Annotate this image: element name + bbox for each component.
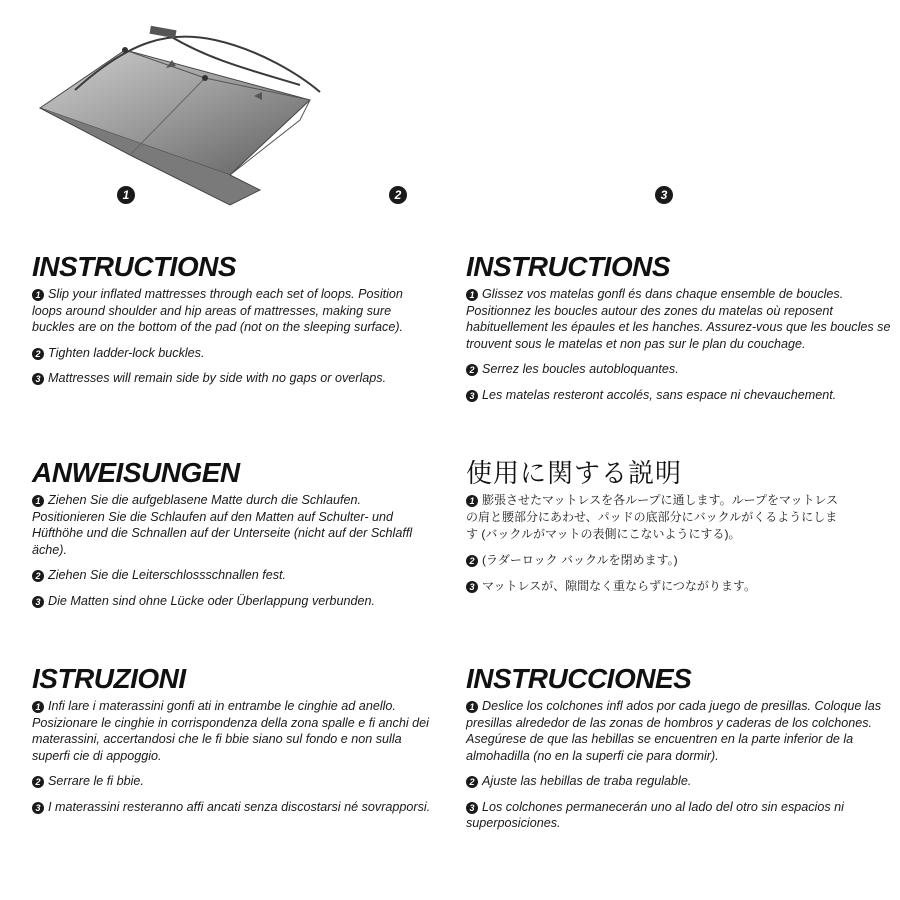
step-text: Serrez les boucles autobloquantes. — [482, 362, 679, 376]
section-title-english: INSTRUCTIONS — [32, 251, 236, 282]
step-number-badge: 3 — [32, 373, 44, 385]
section-title-japanese: 使用に関する説明 — [466, 458, 683, 488]
step-number-badge: 2 — [32, 348, 44, 360]
step-list-spanish — [466, 698, 894, 832]
step-item — [466, 361, 894, 378]
step-number-badge: 3 — [466, 802, 478, 814]
step-number-badge: 1 — [466, 289, 478, 301]
section-italian — [32, 664, 432, 824]
step-list-japanese — [466, 492, 846, 595]
step-item — [32, 773, 432, 790]
step-number-badge: 2 — [466, 555, 478, 567]
step-text: Ziehen Sie die aufgeblasene Matte durch die Schlaufen. Positionieren Sie die Schlaufen auf den Matten auf Schulter- und Hüfthöhe und die Schnallen auf der Unterseite (nicht auf der Schlaffl äche). — [32, 493, 413, 557]
step-list-english — [32, 286, 432, 387]
step-item — [466, 286, 894, 352]
step-item — [32, 492, 432, 558]
section-title-french: INSTRUCTIONS — [466, 251, 670, 282]
step-text: Mattresses will remain side by side with no gaps or overlaps. — [48, 371, 387, 385]
section-german — [32, 458, 432, 618]
step-item — [466, 578, 846, 595]
section-title-german: ANWEISUNGEN — [32, 457, 240, 488]
step-number-badge: 1 — [466, 495, 478, 507]
step-item — [466, 387, 894, 404]
step-item — [466, 799, 894, 832]
step-text: I materassini resteranno affi ancati senza discostarsi né sovrapporsi. — [48, 799, 431, 814]
step-text: Glissez vos matelas gonfl és dans chaque ensemble de boucles. Positionnez les boucles autour des zones du matelas où reposent habituellement les épaules et les hanches. Assurez-vous que les boucles se trouvent sous le matelas et non pas sur le plan du couchage. — [466, 287, 891, 351]
step-list-french — [466, 286, 894, 403]
step-text: 膨張させたマットレスを各ループに通します。ループをマットレスの肩と腰部分にあわせ、パッドの底部分にバックルがくるようにします (バックルがマットの表側にこないようにする)。 — [466, 493, 839, 541]
step-text: Les matelas resteront accolés, sans espace ni chevauchement. — [482, 387, 837, 402]
step-number-badge: 1 — [466, 701, 478, 713]
figure-1-mattresses-with-loops — [40, 26, 320, 205]
section-english — [32, 252, 432, 396]
step-text: Los colchones permanecerán uno al lado del otro sin espacios ni superposiciones. — [466, 799, 844, 830]
section-french — [466, 252, 894, 412]
step-number-badge: 2 — [466, 776, 478, 788]
step-text: Ziehen Sie die Leiterschlossschnallen fest. — [48, 568, 287, 582]
section-title-italian: ISTRUZIONI — [32, 663, 186, 694]
step-text: マットレスが、隙間なく重ならずにつながります。 — [482, 579, 756, 593]
step-text: Infi lare i materassini gonfi ati in entrambe le cinghie ad anello. Posizionare le cinghie in corrispondenza della zona spalle e fi anchi dei materassini, accertandosi che le fi bbie siano sul fondo e non sulla superfi cie di appoggio. — [32, 699, 429, 763]
step-item — [32, 370, 432, 387]
step-number-badge: 1 — [32, 289, 44, 301]
step-text: Ajuste las hebillas de traba regulable. — [482, 774, 692, 788]
step-number-badge: 3 — [32, 802, 44, 814]
step-item — [32, 345, 432, 362]
step-item — [466, 698, 894, 764]
step-number-badge: 1 — [32, 495, 44, 507]
step-item — [466, 552, 846, 569]
step-item — [32, 286, 432, 336]
step-item — [466, 492, 846, 543]
step-list-italian — [32, 698, 432, 815]
step-item — [32, 593, 432, 610]
step-number-badge: 3 — [466, 581, 478, 593]
step-number-badge: 3 — [32, 596, 44, 608]
step-item — [466, 773, 894, 790]
section-title-spanish: INSTRUCCIONES — [466, 663, 692, 694]
step-number-badge: 2 — [32, 776, 44, 788]
step-list-german — [32, 492, 432, 609]
figure-2-step-badge: 2 — [389, 186, 407, 204]
step-text: Die Matten sind ohne Lücke oder Überlappung verbunden. — [48, 593, 375, 608]
figure-1-step-badge: 1 — [117, 186, 135, 204]
step-number-badge: 2 — [466, 364, 478, 376]
step-item — [32, 698, 432, 764]
step-number-badge: 2 — [32, 570, 44, 582]
step-text: Deslice los colchones infl ados por cada juego de presillas. Coloque las presillas alrededor de las zonas de hombros y caderas de los colchones. Asegúrese de que las hebillas se encuentren en la parte inferior de la almohadilla (no en la superfi cie para dormir). — [466, 699, 882, 763]
step-text: (ラダーロック バックルを閉めます。) — [482, 553, 678, 567]
figure-3-step-badge: 3 — [655, 186, 673, 204]
section-japanese — [466, 458, 846, 604]
step-item — [32, 567, 432, 584]
step-number-badge: 1 — [32, 701, 44, 713]
step-text: Serrare le fi bbie. — [48, 774, 144, 788]
section-spanish — [466, 664, 894, 841]
step-text: Slip your inflated mattresses through each set of loops. Position loops around shoulder and hip areas of mattresses, making sure buckles are on the bottom of the pad (not on the sleeping surface). — [32, 287, 404, 334]
instruction-illustrations — [0, 0, 900, 220]
step-text: Tighten ladder-lock buckles. — [48, 345, 205, 360]
step-number-badge: 3 — [466, 390, 478, 402]
step-item — [32, 799, 432, 816]
